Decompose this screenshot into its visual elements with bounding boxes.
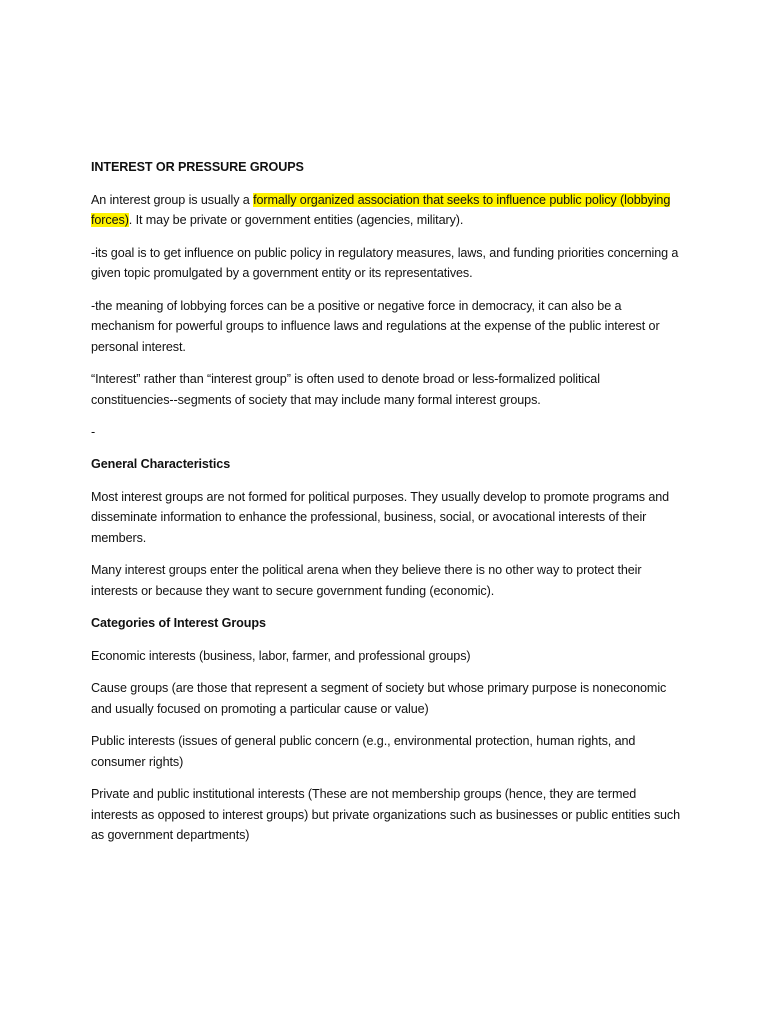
goal-paragraph: -its goal is to get influence on public policy in regulatory measures, laws, and funding priorities concerning a given topic promulgated by a government entity or its representatives. xyxy=(91,245,679,280)
intro-text-before: An interest group is usually a xyxy=(91,192,254,207)
category-public: Public interests (issues of general public concern (e.g., environmental protection, human rights, and consumer rights) xyxy=(91,734,636,769)
category-cause: Cause groups (are those that represent a segment of society but whose primary purpose is noneconomic and usually focused on promoting a particular cause or value) xyxy=(91,681,667,716)
general-characteristics-heading: General Characteristics xyxy=(91,457,231,471)
categories-heading: Categories of Interest Groups xyxy=(91,616,266,630)
category-economic: Economic interests (business, labor, farmer, and professional groups) xyxy=(91,648,471,663)
intro-highlighted-text: formally organized association that seeks to influence public policy (lobbying forces) xyxy=(91,192,671,227)
intro-paragraph xyxy=(91,190,681,231)
category-private: Private and public institutional interests (These are not membership groups (hence, they are termed interests as opposed to interest groups) but private organizations such as businesses or public entities such as government departments) xyxy=(91,787,681,842)
intro-text-after: . It may be private or government entities (agencies, military). xyxy=(128,213,464,227)
most-groups-paragraph: Most interest groups are not formed for political purposes. They usually develop to promote programs and disseminate information to enhance the professional, business, social, or avocational interests of their members. xyxy=(91,489,670,545)
document-title: INTEREST OR PRESSURE GROUPS xyxy=(91,160,304,174)
dash-line: - xyxy=(91,425,96,439)
interest-paragraph: “Interest” rather than “interest group” is often used to denote broad or less-formalized political constituencies--segments of society that may include many formal interest groups. xyxy=(91,372,600,407)
many-groups-paragraph: Many interest groups enter the political arena when they believe there is no other way to protect their interests or because they want to secure government funding (economic). xyxy=(91,563,642,598)
meaning-paragraph: -the meaning of lobbying forces can be a positive or negative force in democracy, it can also be a mechanism for powerful groups to influence laws and regulations at the expense of the public interest or personal interest. xyxy=(91,298,660,354)
document-body xyxy=(91,157,681,858)
